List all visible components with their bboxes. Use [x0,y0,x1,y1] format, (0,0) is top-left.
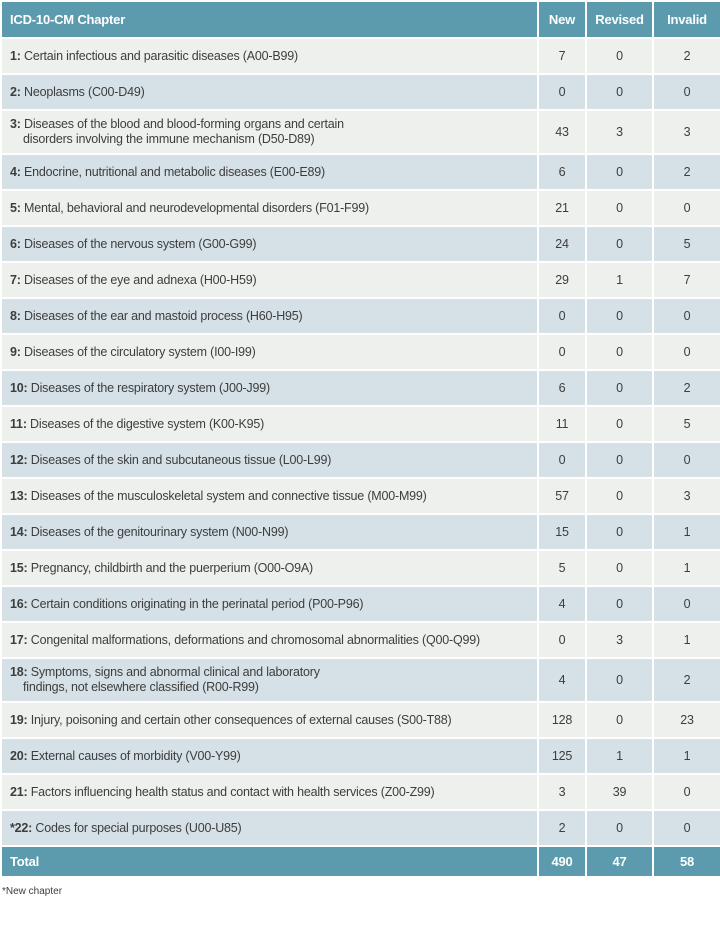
invalid-value: 0 [653,774,720,810]
column-header-chapter: ICD-10-CM Chapter [1,1,538,38]
revised-value: 0 [586,38,653,74]
chapter-number: *22: [10,820,33,835]
revised-value: 0 [586,298,653,334]
invalid-value: 3 [653,110,720,154]
invalid-value: 1 [653,514,720,550]
chapter-cell [1,154,538,190]
revised-value: 0 [586,658,653,702]
chapter-label: Certain conditions originating in the perinatal period (P00-P96) [27,596,364,611]
revised-value: 0 [586,478,653,514]
new-value: 15 [538,514,586,550]
total-new-value: 490 [538,846,586,877]
table-row [1,658,720,702]
chapter-number: 15: [10,560,28,575]
chapter-number: 16: [10,596,28,611]
revised-value: 0 [586,226,653,262]
new-value: 3 [538,774,586,810]
column-header-invalid: Invalid [653,1,720,38]
invalid-value: 1 [653,550,720,586]
revised-value: 0 [586,702,653,738]
table-body [1,38,720,846]
chapter-number: 1: [10,48,21,63]
table-row [1,774,720,810]
chapter-label: Injury, poisoning and certain other consequences of external causes (S00-T88) [27,712,452,727]
chapter-label: Pregnancy, childbirth and the puerperium (O00-O9A) [27,560,314,575]
chapter-number: 19: [10,712,28,727]
revised-value: 1 [586,262,653,298]
invalid-value: 0 [653,74,720,110]
table-row [1,622,720,658]
invalid-value: 5 [653,226,720,262]
chapter-label: External causes of morbidity (V00-Y99) [27,748,241,763]
chapter-label: Diseases of the nervous system (G00-G99) [20,236,257,251]
column-header-revised: Revised [586,1,653,38]
invalid-value: 1 [653,622,720,658]
new-value: 0 [538,442,586,478]
chapter-number: 11: [10,416,27,431]
new-value: 4 [538,586,586,622]
total-row [1,846,720,877]
chapter-label: Diseases of the skin and subcutaneous tissue (L00-L99) [27,452,332,467]
invalid-value: 0 [653,586,720,622]
chapter-cell [1,262,538,298]
table-row [1,478,720,514]
chapter-cell [1,190,538,226]
table-header-row [1,1,720,38]
new-value: 29 [538,262,586,298]
invalid-value: 2 [653,154,720,190]
revised-value: 0 [586,442,653,478]
table-row [1,406,720,442]
invalid-value: 0 [653,298,720,334]
table-row [1,810,720,846]
chapter-label: Endocrine, nutritional and metabolic diseases (E00-E89) [20,164,325,179]
revised-value: 39 [586,774,653,810]
chapter-label: Neoplasms (C00-D49) [20,84,145,99]
chapter-cell [1,110,538,154]
table-row [1,586,720,622]
new-value: 24 [538,226,586,262]
chapter-cell [1,738,538,774]
new-value: 21 [538,190,586,226]
revised-value: 0 [586,74,653,110]
revised-value: 3 [586,622,653,658]
total-invalid-value: 58 [653,846,720,877]
table-row [1,442,720,478]
table-row [1,550,720,586]
chapter-number: 18: [10,665,28,679]
chapter-cell [1,74,538,110]
footnote: *New chapter [2,886,63,897]
chapter-number: 7: [10,272,21,287]
revised-value: 0 [586,190,653,226]
chapter-label: Diseases of the eye and adnexa (H00-H59) [20,272,257,287]
table-row [1,370,720,406]
chapter-cell [1,586,538,622]
chapter-number: 13: [10,488,28,503]
chapter-cell [1,298,538,334]
total-label: Total [1,846,538,877]
chapter-cell [1,478,538,514]
invalid-value: 0 [653,190,720,226]
revised-value: 0 [586,334,653,370]
table-row [1,226,720,262]
chapter-number: 17: [10,632,28,647]
chapter-label: Factors influencing health status and contact with health services (Z00-Z99) [27,784,435,799]
chapter-number: 10: [10,380,28,395]
invalid-value: 2 [653,38,720,74]
new-value: 2 [538,810,586,846]
invalid-value: 0 [653,334,720,370]
invalid-value: 2 [653,370,720,406]
invalid-value: 1 [653,738,720,774]
chapter-label: Symptoms, signs and abnormal clinical and laboratory [27,665,320,679]
revised-value: 0 [586,370,653,406]
new-value: 0 [538,622,586,658]
chapter-cell [1,442,538,478]
chapter-number: 20: [10,748,28,763]
new-value: 4 [538,658,586,702]
chapter-cell [1,38,538,74]
table-row [1,110,720,154]
revised-value: 0 [586,586,653,622]
revised-value: 0 [586,154,653,190]
column-header-new: New [538,1,586,38]
chapter-label-line2: disorders involving the immune mechanism (D50-D89) [23,132,315,146]
chapter-number: 3: [10,117,21,131]
chapter-number: 4: [10,164,21,179]
chapter-number: 8: [10,308,21,323]
revised-value: 0 [586,406,653,442]
revised-value: 0 [586,810,653,846]
table-row [1,298,720,334]
chapter-cell [1,226,538,262]
new-value: 125 [538,738,586,774]
table-row [1,262,720,298]
new-value: 43 [538,110,586,154]
chapter-cell [1,702,538,738]
invalid-value: 5 [653,406,720,442]
revised-value: 1 [586,738,653,774]
invalid-value: 0 [653,810,720,846]
chapter-label: Diseases of the respiratory system (J00-J99) [27,380,270,395]
revised-value: 0 [586,550,653,586]
invalid-value: 23 [653,702,720,738]
new-value: 0 [538,298,586,334]
chapter-cell [1,810,538,846]
chapter-label: Congenital malformations, deformations and chromosomal abnormalities (Q00-Q99) [27,632,480,647]
chapter-cell [1,370,538,406]
chapter-label-line2: findings, not elsewhere classified (R00-R99) [23,680,259,694]
new-value: 0 [538,334,586,370]
new-value: 0 [538,74,586,110]
chapter-label: Diseases of the ear and mastoid process (H60-H95) [20,308,303,323]
chapter-cell [1,406,538,442]
table-row [1,154,720,190]
new-value: 57 [538,478,586,514]
chapter-label: Diseases of the genitourinary system (N00-N99) [27,524,289,539]
table-row [1,74,720,110]
revised-value: 0 [586,514,653,550]
table-row [1,334,720,370]
chapter-number: 6: [10,236,21,251]
chapter-cell [1,774,538,810]
chapter-label: Diseases of the musculoskeletal system and connective tissue (M00-M99) [27,488,427,503]
table-row [1,190,720,226]
chapter-label: Diseases of the digestive system (K00-K95) [26,416,265,431]
chapter-label: Diseases of the circulatory system (I00-I99) [20,344,256,359]
chapter-cell [1,622,538,658]
chapter-number: 21: [10,784,28,799]
new-value: 128 [538,702,586,738]
table-row [1,738,720,774]
chapter-number: 2: [10,84,21,99]
table-row [1,514,720,550]
table-row [1,702,720,738]
chapter-label: Codes for special purposes (U00-U85) [32,820,242,835]
chapter-label: Diseases of the blood and blood-forming organs and certain [20,117,344,131]
invalid-value: 7 [653,262,720,298]
new-value: 11 [538,406,586,442]
total-revised-value: 47 [586,846,653,877]
revised-value: 3 [586,110,653,154]
chapter-cell [1,658,538,702]
new-value: 6 [538,154,586,190]
chapter-cell [1,514,538,550]
chapter-number: 14: [10,524,28,539]
invalid-value: 0 [653,442,720,478]
invalid-value: 2 [653,658,720,702]
new-value: 5 [538,550,586,586]
chapter-number: 12: [10,452,28,467]
chapter-label: Certain infectious and parasitic diseases (A00-B99) [20,48,298,63]
invalid-value: 3 [653,478,720,514]
table-row [1,38,720,74]
chapter-label: Mental, behavioral and neurodevelopmental disorders (F01-F99) [20,200,369,215]
new-value: 6 [538,370,586,406]
chapter-cell [1,550,538,586]
chapter-number: 5: [10,200,21,215]
chapter-number: 9: [10,344,21,359]
new-value: 7 [538,38,586,74]
chapter-cell [1,334,538,370]
